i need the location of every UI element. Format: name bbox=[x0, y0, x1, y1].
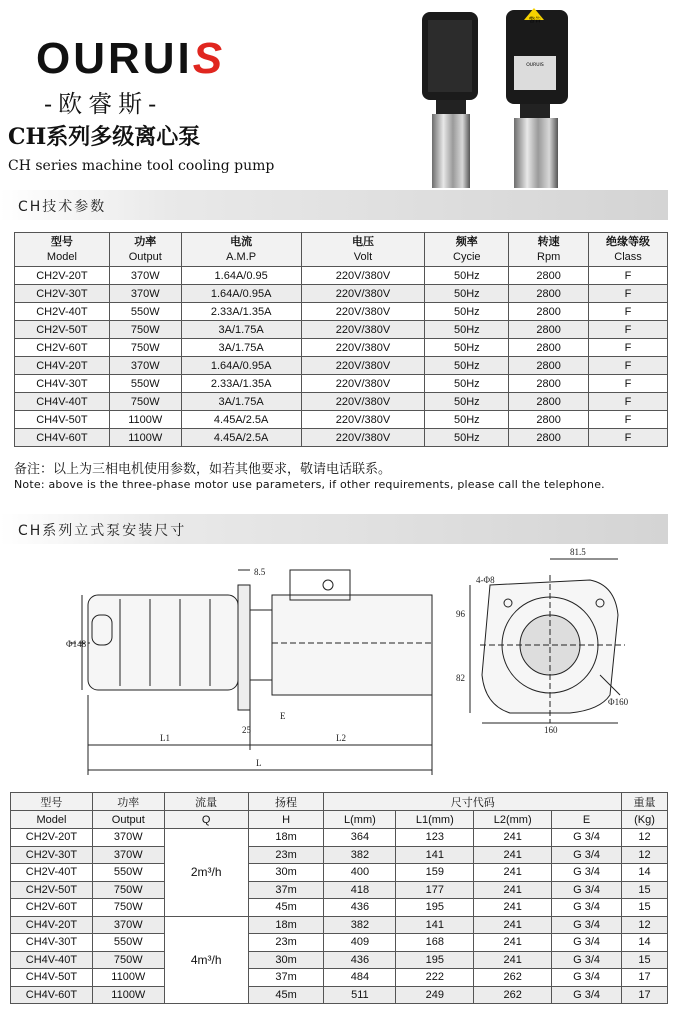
spec-cell: 2800 bbox=[509, 285, 589, 303]
dim-header-flow-cn: 流量 bbox=[164, 793, 248, 811]
spec-cell: 50Hz bbox=[425, 393, 509, 411]
dim-cell: 23m bbox=[248, 846, 324, 864]
dim-row bbox=[11, 846, 668, 864]
dim-cell: 141 bbox=[396, 846, 474, 864]
dim-cell: 14 bbox=[622, 934, 668, 952]
dim-cell: G 3/4 bbox=[552, 951, 622, 969]
dim-cell: 484 bbox=[324, 969, 396, 987]
spec-cell: 220V/380V bbox=[301, 267, 425, 285]
spec-cell: 50Hz bbox=[425, 267, 509, 285]
spec-header-volt: 电压 Volt bbox=[301, 233, 425, 267]
dim-header-l1: L1(mm) bbox=[396, 811, 474, 829]
dim-header-weight-cn: 重量 bbox=[622, 793, 668, 811]
dim-cell: 409 bbox=[324, 934, 396, 952]
section-bar-specs bbox=[0, 190, 668, 220]
dim-cell: G 3/4 bbox=[552, 934, 622, 952]
dim-cell: 370W bbox=[92, 916, 164, 934]
spec-cell: 50Hz bbox=[425, 375, 509, 393]
dim-cell: 195 bbox=[396, 951, 474, 969]
dim-cell: 15 bbox=[622, 881, 668, 899]
dim-82: 82 bbox=[456, 673, 465, 683]
spec-cell: 220V/380V bbox=[301, 303, 425, 321]
pump-photo bbox=[410, 8, 580, 190]
dim-cell: 550W bbox=[92, 934, 164, 952]
spec-row bbox=[15, 339, 668, 357]
spec-cell: CH4V-30T bbox=[15, 375, 110, 393]
section-title-dimensions: CH系列立式泵安装尺寸 bbox=[18, 523, 187, 539]
dim-cell: 177 bbox=[396, 881, 474, 899]
dim-row bbox=[11, 951, 668, 969]
dim-header-e: E bbox=[552, 811, 622, 829]
spec-cell: 220V/380V bbox=[301, 357, 425, 375]
dim-cell: 511 bbox=[324, 986, 396, 1004]
spec-header-output: 功率 Output bbox=[109, 233, 181, 267]
spec-cell: CH4V-40T bbox=[15, 393, 110, 411]
spec-cell: 2.33A/1.35A bbox=[181, 375, 301, 393]
spec-cell: 50Hz bbox=[425, 429, 509, 447]
spec-row bbox=[15, 357, 668, 375]
dim-cell: CH2V-40T bbox=[11, 864, 93, 882]
spec-cell: 2800 bbox=[509, 267, 589, 285]
dim-row bbox=[11, 969, 668, 987]
spec-header-cycle: 频率 Cycie bbox=[425, 233, 509, 267]
spec-cell: CH2V-50T bbox=[15, 321, 110, 339]
spec-row bbox=[15, 303, 668, 321]
note-en: Note: above is the three-phase motor use parameters, if other requirements, please call the telephone. bbox=[14, 478, 605, 491]
spec-cell: 750W bbox=[109, 393, 181, 411]
spec-row bbox=[15, 393, 668, 411]
spec-cell: 550W bbox=[109, 375, 181, 393]
spec-cell: 370W bbox=[109, 357, 181, 375]
dim-e: E bbox=[280, 711, 286, 721]
dim-cell: 45m bbox=[248, 986, 324, 1004]
dim-row bbox=[11, 881, 668, 899]
dim-cell: 30m bbox=[248, 951, 324, 969]
dim-cell: 241 bbox=[474, 951, 552, 969]
spec-cell: 3A/1.75A bbox=[181, 339, 301, 357]
spec-cell: 370W bbox=[109, 285, 181, 303]
spec-cell: 2800 bbox=[509, 429, 589, 447]
dim-cell: 241 bbox=[474, 916, 552, 934]
spec-cell: 220V/380V bbox=[301, 339, 425, 357]
dim-cell: CH2V-60T bbox=[11, 899, 93, 917]
dim-cell: 262 bbox=[474, 986, 552, 1004]
section-bar-dimensions bbox=[0, 514, 668, 544]
dim-cell: 12 bbox=[622, 829, 668, 847]
spec-cell: 2.33A/1.35A bbox=[181, 303, 301, 321]
logo-accent-text: S bbox=[192, 34, 226, 83]
spec-cell: 2800 bbox=[509, 357, 589, 375]
top-view-drawing bbox=[450, 545, 640, 735]
spec-cell: 1100W bbox=[109, 429, 181, 447]
dim-cell: 37m bbox=[248, 881, 324, 899]
spec-cell: CH2V-30T bbox=[15, 285, 110, 303]
dim-header-q: Q bbox=[164, 811, 248, 829]
dim-cell: 12 bbox=[622, 846, 668, 864]
dim-cell: 1100W bbox=[92, 986, 164, 1004]
dim-160: 160 bbox=[544, 725, 558, 735]
spec-cell: CH2V-40T bbox=[15, 303, 110, 321]
spec-cell: F bbox=[589, 303, 668, 321]
dim-header-output-cn: 功率 bbox=[92, 793, 164, 811]
spec-cell: 220V/380V bbox=[301, 429, 425, 447]
spec-cell: F bbox=[589, 357, 668, 375]
spec-cell: 50Hz bbox=[425, 303, 509, 321]
spec-cell: 2800 bbox=[509, 321, 589, 339]
spec-cell: 220V/380V bbox=[301, 321, 425, 339]
dim-cell: 249 bbox=[396, 986, 474, 1004]
spec-cell: 50Hz bbox=[425, 285, 509, 303]
dim-header-model-cn: 型号 bbox=[11, 793, 93, 811]
dim-cell: 12 bbox=[622, 916, 668, 934]
section-title-specs: CH技术参数 bbox=[18, 199, 107, 215]
dim-81-5: 81.5 bbox=[570, 547, 586, 557]
dim-header-bottom bbox=[11, 811, 668, 829]
spec-table bbox=[14, 232, 668, 447]
spec-cell: 50Hz bbox=[425, 411, 509, 429]
dim-header-l2: L2(mm) bbox=[474, 811, 552, 829]
spec-cell: CH4V-50T bbox=[15, 411, 110, 429]
spec-cell: F bbox=[589, 267, 668, 285]
dim-cell: 17 bbox=[622, 986, 668, 1004]
logo-subtitle: -欧睿斯- bbox=[44, 90, 163, 118]
spec-cell: 750W bbox=[109, 339, 181, 357]
dim-cell: 23m bbox=[248, 934, 324, 952]
brand-logo bbox=[36, 34, 225, 84]
spec-cell: 220V/380V bbox=[301, 411, 425, 429]
dim-phi148: Φ148 bbox=[66, 639, 87, 649]
dim-l: L bbox=[256, 758, 262, 768]
spec-cell: 370W bbox=[109, 267, 181, 285]
spec-cell: CH4V-60T bbox=[15, 429, 110, 447]
dim-cell: G 3/4 bbox=[552, 881, 622, 899]
dim-cell: 241 bbox=[474, 881, 552, 899]
dim-cell: G 3/4 bbox=[552, 899, 622, 917]
dim-cell: 436 bbox=[324, 951, 396, 969]
spec-cell: CH4V-20T bbox=[15, 357, 110, 375]
dim-cell: 168 bbox=[396, 934, 474, 952]
spec-header-rpm: 转速 Rpm bbox=[509, 233, 589, 267]
spec-cell: 2800 bbox=[509, 339, 589, 357]
spec-table-header bbox=[15, 233, 668, 267]
dim-cell: G 3/4 bbox=[552, 864, 622, 882]
dim-cell: 750W bbox=[92, 951, 164, 969]
spec-cell: 1100W bbox=[109, 411, 181, 429]
dim-25: 25 bbox=[242, 725, 251, 735]
dim-cell: 141 bbox=[396, 916, 474, 934]
dim-cell: 222 bbox=[396, 969, 474, 987]
dim-header-head-cn: 扬程 bbox=[248, 793, 324, 811]
dim-cell: 241 bbox=[474, 864, 552, 882]
spec-cell: 750W bbox=[109, 321, 181, 339]
spec-cell: F bbox=[589, 339, 668, 357]
dim-cell: 750W bbox=[92, 899, 164, 917]
spec-cell: F bbox=[589, 321, 668, 339]
dim-cell: CH4V-40T bbox=[11, 951, 93, 969]
spec-row bbox=[15, 429, 668, 447]
spec-cell: F bbox=[589, 285, 668, 303]
dim-cell: 15 bbox=[622, 951, 668, 969]
dim-cell: 436 bbox=[324, 899, 396, 917]
spec-cell: 220V/380V bbox=[301, 375, 425, 393]
dim-cell: G 3/4 bbox=[552, 986, 622, 1004]
spec-row bbox=[15, 321, 668, 339]
spec-cell: 2800 bbox=[509, 411, 589, 429]
product-title-cn: CH系列多级离心泵 bbox=[8, 124, 201, 150]
spec-cell: CH2V-60T bbox=[15, 339, 110, 357]
dim-cell: CH4V-30T bbox=[11, 934, 93, 952]
dim-cell: 400 bbox=[324, 864, 396, 882]
dim-cell: 241 bbox=[474, 829, 552, 847]
dim-cell: CH2V-30T bbox=[11, 846, 93, 864]
dim-cell: 241 bbox=[474, 934, 552, 952]
dim-cell: CH4V-60T bbox=[11, 986, 93, 1004]
spec-cell: CH2V-20T bbox=[15, 267, 110, 285]
dim-cell: 15 bbox=[622, 899, 668, 917]
dim-phi160: Φ160 bbox=[608, 697, 629, 707]
dim-cell: 370W bbox=[92, 846, 164, 864]
dim-cell: 18m bbox=[248, 829, 324, 847]
spec-cell: F bbox=[589, 393, 668, 411]
spec-header-class: 绝缘等级 Class bbox=[589, 233, 668, 267]
spec-header-model: 型号 Model bbox=[15, 233, 110, 267]
dim-cell: 30m bbox=[248, 864, 324, 882]
dim-header-l: L(mm) bbox=[324, 811, 396, 829]
dim-cell: 418 bbox=[324, 881, 396, 899]
dim-flow-cell: 4m³/h bbox=[164, 916, 248, 1004]
dim-cell: G 3/4 bbox=[552, 829, 622, 847]
dim-96: 96 bbox=[456, 609, 465, 619]
dim-cell: G 3/4 bbox=[552, 969, 622, 987]
dim-cell: 17 bbox=[622, 969, 668, 987]
spec-row bbox=[15, 411, 668, 429]
dim-header-model: Model bbox=[11, 811, 93, 829]
dim-cell: 14 bbox=[622, 864, 668, 882]
dim-row bbox=[11, 829, 668, 847]
product-title-en: CH series machine tool cooling pump bbox=[8, 158, 275, 174]
dim-cell: CH4V-20T bbox=[11, 916, 93, 934]
spec-cell: 50Hz bbox=[425, 339, 509, 357]
spec-cell: 1.64A/0.95 bbox=[181, 267, 301, 285]
dim-l2: L2 bbox=[336, 733, 346, 743]
dim-row bbox=[11, 986, 668, 1004]
dim-cell: 123 bbox=[396, 829, 474, 847]
spec-cell: 2800 bbox=[509, 393, 589, 411]
dim-cell: 241 bbox=[474, 846, 552, 864]
spec-cell: 50Hz bbox=[425, 321, 509, 339]
spec-cell: F bbox=[589, 375, 668, 393]
spec-cell: 4.45A/2.5A bbox=[181, 411, 301, 429]
dim-flow-cell: 2m³/h bbox=[164, 829, 248, 917]
spec-cell: 50Hz bbox=[425, 357, 509, 375]
dim-cell: 750W bbox=[92, 881, 164, 899]
dim-row bbox=[11, 934, 668, 952]
dim-l1: L1 bbox=[160, 733, 170, 743]
dim-cell: G 3/4 bbox=[552, 916, 622, 934]
dim-header-h: H bbox=[248, 811, 324, 829]
dim-cell: 262 bbox=[474, 969, 552, 987]
spec-cell: F bbox=[589, 411, 668, 429]
dim-header-output: Output bbox=[92, 811, 164, 829]
dim-cell: 18m bbox=[248, 916, 324, 934]
spec-cell: 2800 bbox=[509, 303, 589, 321]
dim-cell: 195 bbox=[396, 899, 474, 917]
spec-cell: 1.64A/0.95A bbox=[181, 357, 301, 375]
dim-cell: CH2V-20T bbox=[11, 829, 93, 847]
logo-main-text: OURUI bbox=[36, 34, 193, 83]
dim-row bbox=[11, 899, 668, 917]
dim-cell: 45m bbox=[248, 899, 324, 917]
warning-label: 警告 bbox=[528, 17, 542, 24]
dim-cell: G 3/4 bbox=[552, 846, 622, 864]
spec-header-amp: 电流 A.M.P bbox=[181, 233, 301, 267]
spec-cell: 3A/1.75A bbox=[181, 321, 301, 339]
dim-cell: 370W bbox=[92, 829, 164, 847]
dim-cell: 241 bbox=[474, 899, 552, 917]
spec-cell: 1.64A/0.95A bbox=[181, 285, 301, 303]
dim-cell: 364 bbox=[324, 829, 396, 847]
dim-cell: 159 bbox=[396, 864, 474, 882]
dim-cell: 382 bbox=[324, 846, 396, 864]
dim-header-kg: (Kg) bbox=[622, 811, 668, 829]
dim-header-size-code: 尺寸代码 bbox=[324, 793, 622, 811]
dim-4-phi8: 4-Φ8 bbox=[476, 575, 495, 585]
note-cn: 备注：以上为三相电机使用参数，如若其他要求，敬请电话联系。 bbox=[14, 462, 392, 477]
dim-cell: CH2V-50T bbox=[11, 881, 93, 899]
spec-cell: 220V/380V bbox=[301, 393, 425, 411]
dim-cell: 1100W bbox=[92, 969, 164, 987]
dim-row bbox=[11, 864, 668, 882]
dim-cell: 550W bbox=[92, 864, 164, 882]
spec-row bbox=[15, 285, 668, 303]
spec-cell: 220V/380V bbox=[301, 285, 425, 303]
dim-cell: 37m bbox=[248, 969, 324, 987]
side-view-drawing bbox=[60, 555, 450, 785]
spec-row bbox=[15, 267, 668, 285]
dim-8-5: 8.5 bbox=[254, 567, 266, 577]
spec-cell: F bbox=[589, 429, 668, 447]
nameplate-brand: OURUIS bbox=[526, 63, 544, 68]
dim-row bbox=[11, 916, 668, 934]
dim-cell: CH4V-50T bbox=[11, 969, 93, 987]
spec-cell: 4.45A/2.5A bbox=[181, 429, 301, 447]
dim-cell: 382 bbox=[324, 916, 396, 934]
dim-header-top bbox=[11, 793, 668, 811]
spec-row bbox=[15, 375, 668, 393]
spec-cell: 2800 bbox=[509, 375, 589, 393]
spec-cell: 550W bbox=[109, 303, 181, 321]
spec-cell: 3A/1.75A bbox=[181, 393, 301, 411]
dimension-table bbox=[10, 792, 668, 1004]
